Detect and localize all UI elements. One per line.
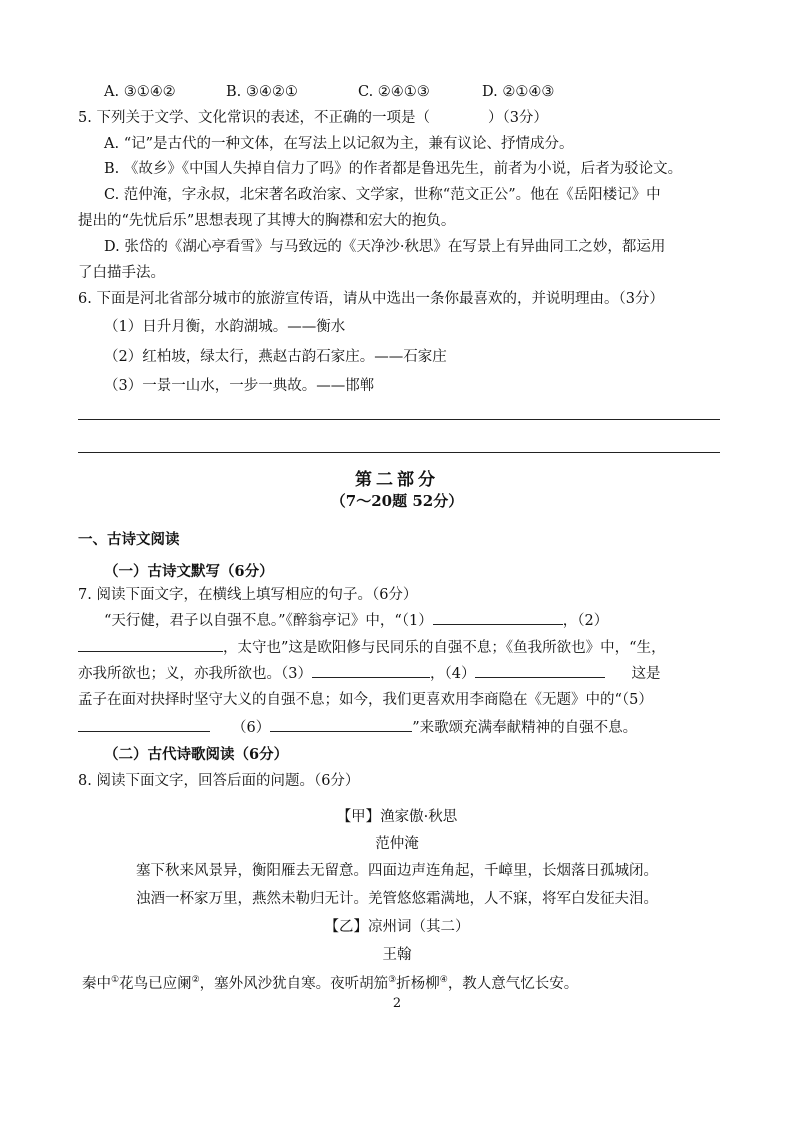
q4-option-d: D. ②①④③ — [482, 84, 555, 100]
blank-4[interactable] — [475, 663, 605, 678]
answer-line-1 — [78, 419, 720, 420]
q4-option-c: C. ②④①③ — [358, 84, 430, 100]
q5-option-b: B. 《故乡》《中国人失掉自信力了吗》的作者都是鲁迅先生，前者为小说，后者为驳论文。 — [104, 161, 683, 177]
poem2-title: 【乙】凉州词（其二） — [324, 919, 470, 935]
footnote-marker-1: ① — [111, 975, 120, 985]
q5-option-a: A. “记”是古代的一种文体，在写法上以记叙为主，兼有议论、抒情成分。 — [104, 136, 574, 152]
blank-1[interactable] — [433, 610, 563, 625]
q5-option-c-line1: C. 范仲淹，字永叔，北宋著名政治家、文学家，世称“范文正公”。他在《岳阳楼记》中 — [104, 187, 661, 203]
section1-heading: 一、古诗文阅读 — [78, 531, 180, 548]
blank-6[interactable] — [270, 717, 412, 732]
q7-line5-text: （6） — [232, 720, 271, 736]
q7-line2 — [78, 637, 666, 658]
part2-subtitle: （7～20题 52分） — [330, 492, 464, 510]
part2-title: 第二部分 — [355, 470, 439, 490]
q7-line1 — [104, 610, 608, 631]
q7-line3-text-c: 这是 — [631, 666, 661, 682]
poem1-line1: 塞下秋来风景异，衡阳雁去无留意。四面边声连角起，千嶂里，长烟落日孤城闭。 — [136, 863, 658, 879]
poem2-seg-d: 折杨柳 — [396, 975, 440, 992]
q5-option-d-line1: D. 张岱的《湖心亭看雪》与马致远的《天净沙·秋思》在写景上有异曲同工之妙，都运用 — [104, 239, 666, 255]
q7-line2-text: ，太守也”这是欧阳修与民同乐的自强不息；《鱼我所欲也》中，“生， — [223, 640, 666, 656]
poem2-seg-b: 花鸟已应阑 — [119, 975, 192, 992]
q5-option-c-line2: 提出的“先忧后乐”思想表现了其博大的胸襟和宏大的抱负。 — [78, 213, 456, 229]
q4-option-a: A. ③①④② — [104, 84, 176, 100]
blank-2[interactable] — [78, 637, 223, 652]
q7-line1-text-b: ，（2） — [562, 613, 609, 629]
q7-line5 — [78, 717, 637, 738]
poem1-line2: 浊酒一杯家万里，燕然未勒归无计。羌管悠悠霜满地，人不寐，将军白发征夫泪。 — [136, 891, 658, 907]
q6-item-2: （2）红柏坡，绿太行，燕赵古韵石家庄。——石家庄 — [104, 349, 447, 365]
q6-item-1: （1）日升月衡，水韵湖城。——衡水 — [104, 319, 346, 335]
q7-line4: 孟子在面对抉择时坚守大义的自强不息；如今，我们更喜欢用李商隐在《无题》中的“（5） — [78, 692, 653, 708]
answer-line-2 — [78, 452, 720, 453]
poem2-seg-e: ，教人意气忆长安。 — [447, 975, 579, 992]
footnote-marker-3: ③ — [388, 975, 397, 985]
poem2-seg-c: ，塞外风沙犹自寒。夜听胡笳 — [199, 975, 389, 992]
q7-line3-text: 亦我所欲也；义，亦我所欲也。（3） — [78, 666, 312, 682]
q6-item-3: （3）一景一山水，一步一典故。——邯郸 — [104, 378, 375, 394]
poem1-title: 【甲】渔家傲·秋思 — [336, 809, 458, 825]
poem2-text — [82, 970, 578, 994]
q6-stem: 6. 下面是河北省部分城市的旅游宣传语，请从中选出一条你最喜欢的，并说明理由。（3分） — [78, 291, 664, 307]
q7-line1-text: “天行健，君子以自强不息。”《醉翁亭记》中，“（1） — [104, 613, 433, 629]
sub1-heading: （一）古诗文默写（6分） — [104, 563, 274, 580]
footnote-marker-4: ④ — [439, 975, 448, 985]
poem2-seg-a: 秦中 — [82, 975, 111, 992]
blank-5[interactable] — [78, 717, 210, 732]
q8-stem: 8. 阅读下面文字，回答后面的问题。（6分） — [78, 773, 360, 789]
sub2-heading: （二）古代诗歌阅读（6分） — [104, 746, 289, 763]
q7-line3 — [78, 663, 660, 684]
q7-line5-text-b: ”来歌颂充满奉献精神的自强不息。 — [412, 720, 638, 736]
blank-3[interactable] — [312, 663, 430, 678]
q4-option-b: B. ③④②① — [226, 84, 298, 100]
poem2-author: 王翰 — [382, 947, 412, 963]
q5-stem: 5. 下列关于文学、文化常识的表述，不正确的一项是（ ）（3分） — [78, 110, 548, 126]
q7-stem: 7. 阅读下面文字，在横线上填写相应的句子。（6分） — [78, 587, 418, 603]
poem1-author: 范仲淹 — [375, 836, 419, 852]
q5-option-d-line2: 了白描手法。 — [78, 265, 165, 281]
footnote-marker-2: ② — [191, 975, 200, 985]
q7-line3-text-b: ，（4） — [429, 666, 476, 682]
page-number: 2 — [392, 996, 402, 1011]
